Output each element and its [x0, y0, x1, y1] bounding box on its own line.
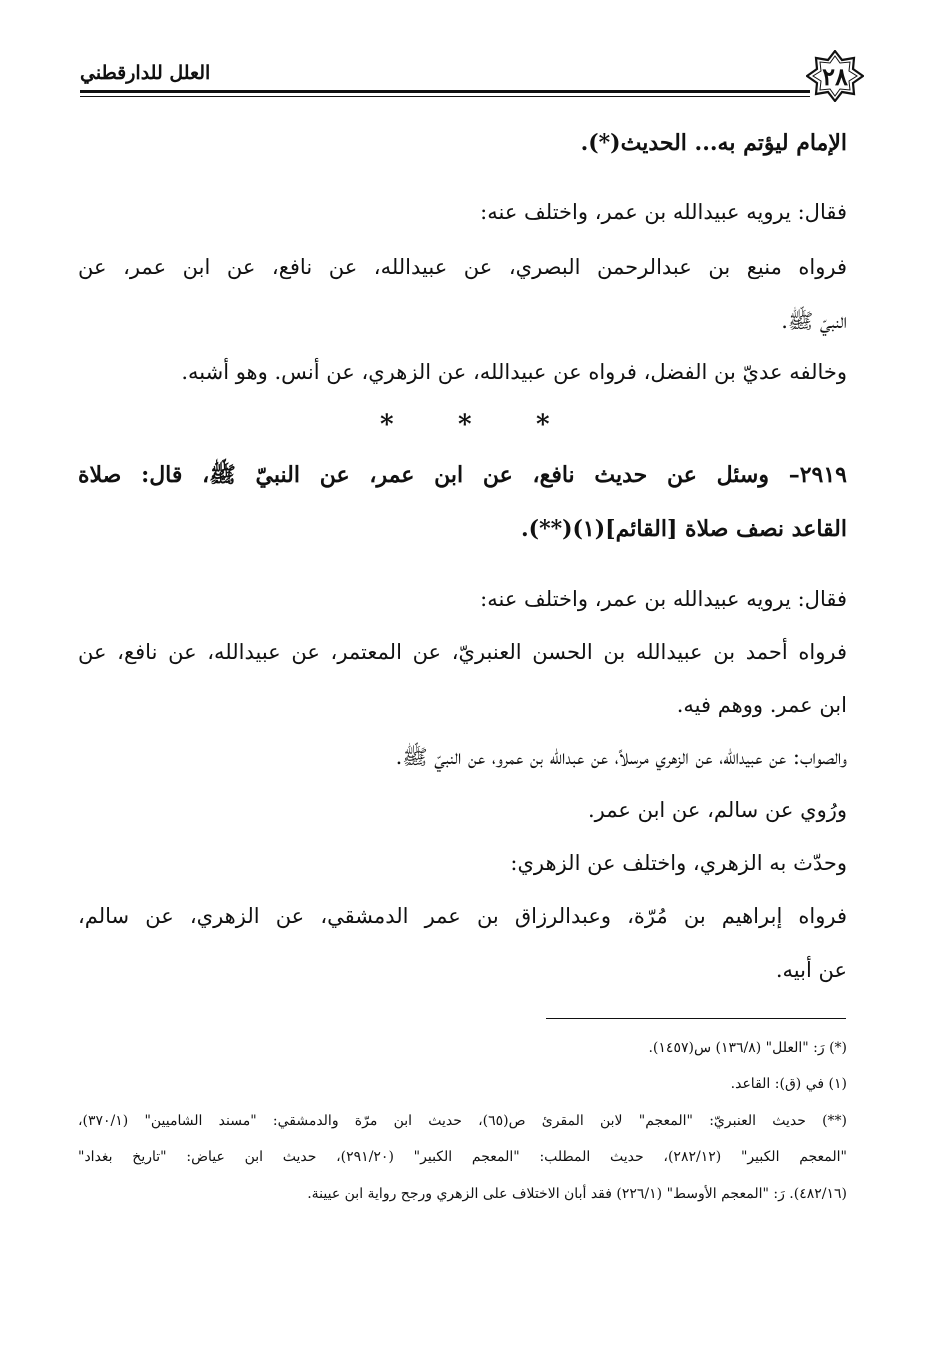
header-rule-thick	[80, 90, 810, 93]
text-line: عن أبيه.	[775, 958, 847, 982]
text-line: فرواه إبراهيم بن مُرّة، وعبدالرزاق بن عمر الدمشقي، عن الزهري، عن سالم،	[78, 904, 847, 928]
text-line: فرواه منيع بن عبدالرحمن البصري، عن عبيدالله، عن نافع، عن ابن عمر، عن	[78, 255, 847, 279]
text-line: فقال: يرويه عبيدالله بن عمر، واختلف عنه:	[480, 200, 847, 224]
separator-star: *	[380, 410, 394, 440]
footnote-separator-rule	[546, 1018, 846, 1019]
separator-star: *	[536, 410, 550, 440]
page-number: ٢٨	[822, 62, 848, 91]
text-line: الإمام ليؤتم به... الحديث(*).	[580, 130, 847, 156]
hadith-heading-line: القاعد نصف صلاة [القائم](١)(**).	[521, 516, 847, 542]
separator-star: *	[458, 410, 472, 440]
text-line: فرواه أحمد بن عبيدالله بن الحسن العنبريّ، عن المعتمر، عن عبيدالله، عن نافع، عن	[78, 640, 847, 664]
text-line: والصواب: عن عبيدالله، عن الزهري مرسلاً، عن عبدالله بن عمرو، عن النبيّ ﷺ.	[395, 745, 847, 769]
text-line: النبيّ ﷺ.	[781, 309, 847, 333]
book-title: العلل للدارقطني	[80, 62, 211, 84]
footnote-line: (**) حديث العنبريّ: "المعجم" لابن المقرئ ص(٦٥)، حديث ابن مرّة والدمشقي: "مسند الشاميين" (٣٧٠/١)،	[78, 1113, 847, 1129]
text-line: وخالفه عديّ بن الفضل، فرواه عن عبيدالله، عن الزهري، عن أنس. وهو أشبه.	[181, 360, 847, 384]
footnote-line: "المعجم الكبير" (٢٨٢/١٢)، حديث المطلب: "المعجم الكبير" (٢٩١/٢٠)، حديث ابن عياض: "تاريخ بغداد"	[78, 1149, 847, 1165]
text-line: وحدّث به الزهري، واختلف عن الزهري:	[510, 851, 847, 875]
running-header	[80, 50, 864, 102]
text-line: ورُوي عن سالم، عن ابن عمر.	[587, 798, 847, 822]
footnote-line: (١) في (ق): القاعد.	[730, 1076, 847, 1092]
footnote-line: (٤٨٢/١٦). رَ: "المعجم الأوسط" (٢٢٦/١) فقد أبان الاختلاف على الزهري ورجح رواية ابن عيينة.	[307, 1186, 847, 1202]
footnote-line: (*) رَ: "العلل" (١٣٦/٨) س(١٤٥٧).	[648, 1040, 847, 1056]
header-rule-thin	[80, 96, 810, 97]
page-number-badge	[806, 50, 864, 102]
text-line: ابن عمر. ووهم فيه.	[676, 693, 847, 717]
section-separator	[380, 410, 560, 440]
hadith-heading-line: ٢٩١٩– وسئل عن حديث نافع، عن ابن عمر، عن النبيّ ﷺ، قال: صلاة	[78, 462, 847, 488]
text-line: فقال: يرويه عبيدالله بن عمر، واختلف عنه:	[480, 587, 847, 611]
